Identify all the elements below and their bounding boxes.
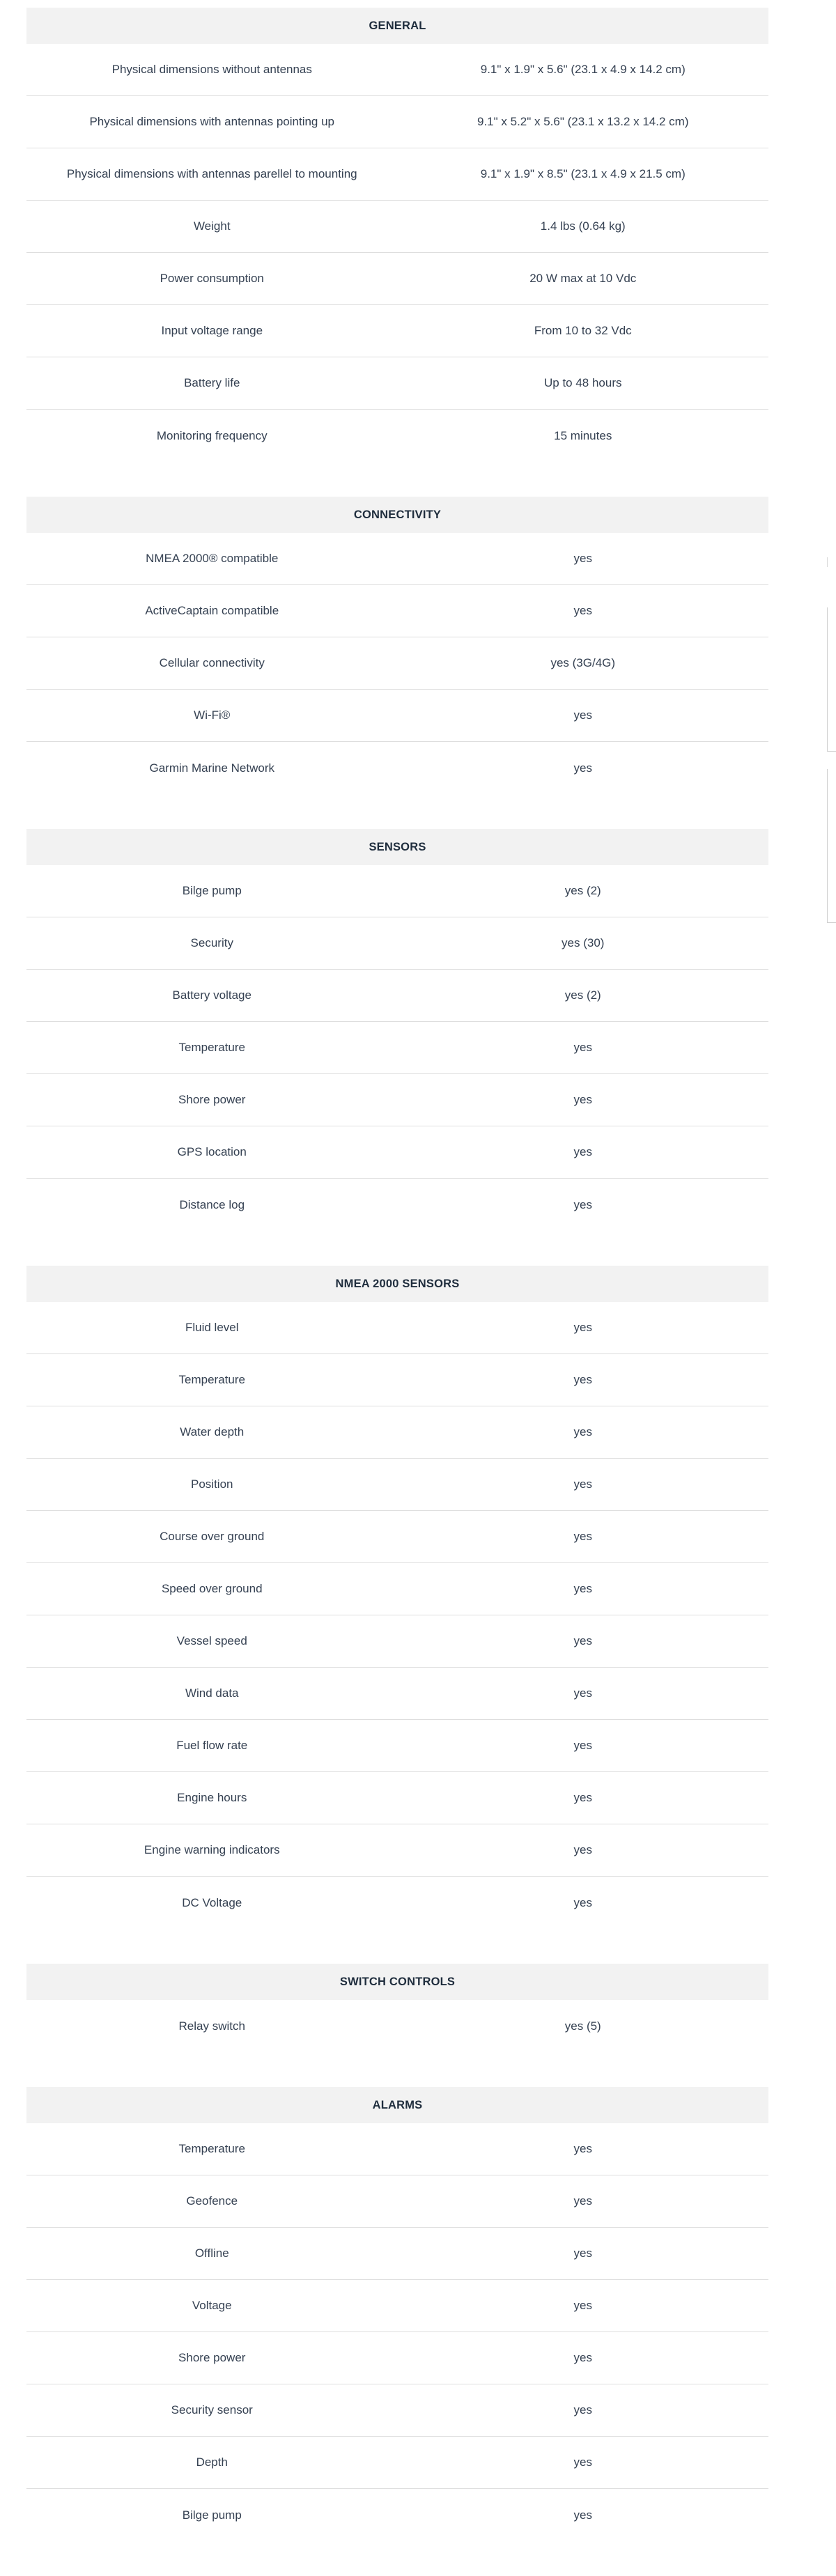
spec-row: [26, 637, 768, 690]
spec-value: yes: [573, 2194, 592, 2208]
spec-value: yes: [573, 1477, 592, 1491]
spec-value: yes: [573, 2247, 592, 2260]
spec-row: [26, 253, 768, 305]
spec-row: [26, 970, 768, 1022]
spec-row: [26, 1511, 768, 1563]
spec-label: Engine warning indicators: [144, 1843, 280, 1856]
spec-value: 1.4 lbs (0.64 kg): [540, 219, 626, 233]
spec-row: [26, 305, 768, 357]
spec-row: [26, 917, 768, 970]
spec-label: Engine hours: [177, 1791, 247, 1804]
spec-label: Speed over ground: [161, 1582, 263, 1595]
spec-label: Depth: [196, 2455, 228, 2469]
spec-label: Wind data: [185, 1686, 239, 1700]
spec-label: Bilge pump: [182, 884, 242, 897]
spec-label: Offline: [194, 2247, 229, 2260]
spec-row: [26, 44, 768, 96]
spec-section: [26, 1266, 768, 1929]
section-header: ALARMS: [26, 2087, 768, 2123]
spec-value: yes: [573, 552, 592, 565]
spec-value: yes: [573, 708, 592, 722]
spec-section: [26, 1964, 768, 2052]
spec-value: yes: [573, 2455, 592, 2469]
spec-label: Course over ground: [160, 1530, 265, 1543]
spec-value: 20 W max at 10 Vdc: [529, 272, 637, 285]
spec-row: [26, 2437, 768, 2489]
spec-label: Position: [191, 1477, 233, 1491]
spec-label: Temperature: [178, 1041, 245, 1054]
spec-label: Physical dimensions with antennas pointing up: [89, 115, 335, 128]
spec-row: [26, 2280, 768, 2332]
section-header: SENSORS: [26, 829, 768, 865]
spec-value: yes: [573, 1634, 592, 1647]
spec-value: yes (2): [564, 988, 601, 1002]
spec-row: [26, 96, 768, 148]
spec-section: [26, 2087, 768, 2541]
spec-label: Fuel flow rate: [176, 1739, 248, 1752]
spec-label: Fluid level: [185, 1321, 239, 1334]
spec-row: [26, 2000, 768, 2052]
spec-value: 9.1" x 1.9" x 5.6" (23.1 x 4.9 x 14.2 cm): [480, 63, 686, 76]
spec-label: Voltage: [192, 2299, 232, 2312]
spec-row: [26, 1563, 768, 1615]
spec-row: [26, 2175, 768, 2228]
spec-label: Relay switch: [178, 2019, 245, 2033]
spec-value: yes: [573, 1895, 592, 1909]
spec-row: [26, 148, 768, 201]
section-header: GENERAL: [26, 8, 768, 44]
spec-label: Shore power: [178, 1093, 246, 1106]
side-panel-edge: [827, 607, 836, 752]
spec-row: [26, 742, 768, 794]
spec-value: yes: [573, 1093, 592, 1106]
spec-value: yes: [573, 1582, 592, 1595]
spec-label: Vessel speed: [176, 1634, 247, 1647]
spec-value: Up to 48 hours: [543, 376, 622, 389]
spec-row: [26, 1877, 768, 1929]
spec-label: Shore power: [178, 2351, 246, 2364]
spec-label: Physical dimensions without antennas: [111, 63, 312, 76]
spec-value: yes: [573, 1197, 592, 1211]
spec-label: Security sensor: [171, 2403, 253, 2416]
spec-value: yes: [573, 1739, 592, 1752]
spec-row: [26, 1406, 768, 1459]
spec-row: [26, 1772, 768, 1824]
spec-row: [26, 585, 768, 637]
section-header: SWITCH CONTROLS: [26, 1964, 768, 2000]
side-edge-marker: [827, 557, 836, 567]
spec-value: yes (5): [564, 2019, 601, 2033]
section-header: CONNECTIVITY: [26, 497, 768, 533]
spec-row: [26, 1459, 768, 1511]
side-panel-edge: [827, 769, 836, 923]
spec-label: DC Voltage: [182, 1895, 242, 1909]
spec-row: [26, 2123, 768, 2175]
spec-row: [26, 2489, 768, 2541]
spec-label: Weight: [193, 219, 231, 233]
spec-value: yes: [573, 761, 592, 775]
spec-value: yes: [573, 1843, 592, 1856]
spec-label: Monitoring frequency: [156, 428, 268, 442]
spec-value: yes: [573, 1791, 592, 1804]
spec-section: [26, 829, 768, 1231]
spec-row: [26, 533, 768, 585]
spec-label: Temperature: [178, 2142, 245, 2155]
spec-label: Security: [190, 936, 233, 949]
spec-value: yes: [573, 604, 592, 617]
spec-value: yes: [573, 1530, 592, 1543]
spec-row: [26, 1302, 768, 1354]
spec-row: [26, 2332, 768, 2384]
spec-label: Water depth: [180, 1425, 245, 1438]
spec-label: Physical dimensions with antennas parellel to mounting: [66, 167, 357, 180]
spec-value: yes: [573, 2403, 592, 2416]
spec-row: [26, 2228, 768, 2280]
spec-row: [26, 1720, 768, 1772]
spec-value: From 10 to 32 Vdc: [534, 324, 632, 337]
spec-label: Battery life: [184, 376, 240, 389]
spec-section: [26, 8, 768, 462]
spec-label: Geofence: [186, 2194, 238, 2208]
spec-row: [26, 1074, 768, 1126]
spec-value: yes: [573, 1686, 592, 1700]
spec-label: Temperature: [178, 1373, 245, 1386]
spec-value: yes (3G/4G): [550, 656, 616, 669]
spec-label: Power consumption: [160, 272, 264, 285]
spec-row: [26, 1668, 768, 1720]
spec-row: [26, 690, 768, 742]
spec-value: yes: [573, 2351, 592, 2364]
spec-row: [26, 1179, 768, 1231]
spec-value: 9.1" x 1.9" x 8.5" (23.1 x 4.9 x 21.5 cm): [480, 167, 686, 180]
spec-value: yes: [573, 2142, 592, 2155]
spec-value: yes: [573, 2508, 592, 2522]
spec-value: yes (2): [564, 884, 601, 897]
spec-value: 9.1" x 5.2" x 5.6" (23.1 x 13.2 x 14.2 cm): [477, 115, 689, 128]
spec-value: yes: [573, 1041, 592, 1054]
spec-value: yes: [573, 2299, 592, 2312]
spec-value: yes: [573, 1321, 592, 1334]
spec-label: Wi-Fi®: [194, 708, 231, 722]
spec-row: [26, 1615, 768, 1668]
section-header: NMEA 2000 SENSORS: [26, 1266, 768, 1302]
spec-label: Garmin Marine Network: [149, 761, 274, 775]
spec-value: yes (30): [562, 936, 605, 949]
spec-row: [26, 410, 768, 462]
spec-value: yes: [573, 1425, 592, 1438]
spec-label: Cellular connectivity: [159, 656, 265, 669]
spec-row: [26, 2384, 768, 2437]
spec-row: [26, 1824, 768, 1877]
spec-row: [26, 865, 768, 917]
spec-row: [26, 201, 768, 253]
spec-value: yes: [573, 1373, 592, 1386]
spec-label: Bilge pump: [182, 2508, 242, 2522]
spec-row: [26, 1354, 768, 1406]
spec-value: yes: [573, 1145, 592, 1158]
spec-label: Distance log: [179, 1197, 245, 1211]
spec-label: ActiveCaptain compatible: [145, 604, 279, 617]
spec-label: GPS location: [177, 1145, 247, 1158]
spec-row: [26, 1126, 768, 1179]
specs-table: [26, 8, 768, 2576]
spec-label: Input voltage range: [161, 324, 263, 337]
spec-label: Battery voltage: [172, 988, 251, 1002]
spec-value: 15 minutes: [554, 428, 612, 442]
spec-row: [26, 1022, 768, 1074]
spec-label: NMEA 2000® compatible: [146, 552, 279, 565]
spec-row: [26, 357, 768, 410]
spec-section: [26, 497, 768, 794]
